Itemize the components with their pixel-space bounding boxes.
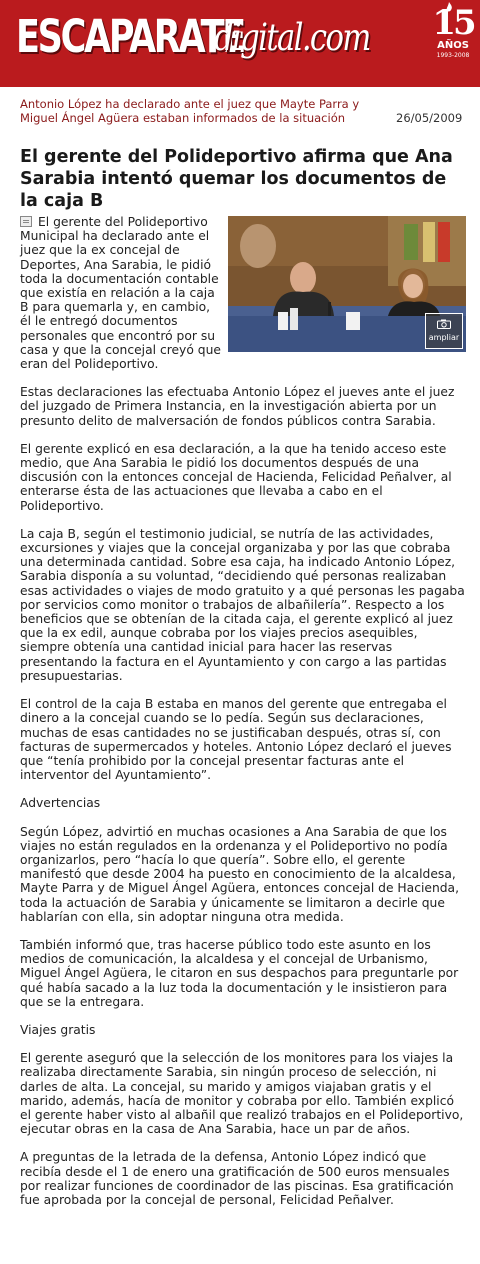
print-icon[interactable] xyxy=(20,216,32,227)
paragraph: El control de la caja B estaba en manos del gerente que entregaba el dinero a la concejal cuando se lo pedía. Según sus declaraciones, muchas de esas cantidades no se justificaban después, otras sí, con facturas de supermercados y hoteles. Antonio López declaró el jueves que “tenía prohibido por la concejal presentar facturas ante el interventor del Ayuntamiento”. xyxy=(20,697,452,783)
article-date: 26/05/2009 xyxy=(396,111,463,125)
article-headline: El gerente del Polideportivo afirma que Ana Sarabia intentó quemar los documentos de la caja B xyxy=(20,147,453,211)
article-lead: Antonio López ha declarado ante el juez que Mayte Parra y Miguel Ángel Agüera estaban informados de la situación xyxy=(20,97,360,125)
paragraph: Estas declaraciones las efectuaba Antonio López el jueves ante el juez del juzgado de Primera Instancia, en la investigación abierta por un presunto delito de malversación de fondos públicos contra Sarabia. xyxy=(20,385,455,428)
camera-icon xyxy=(437,319,451,329)
anniversary-number: 15 xyxy=(432,3,474,43)
subheading: Viajes gratis xyxy=(20,1022,96,1037)
zoom-label: ampliar xyxy=(428,333,460,342)
paragraph: A preguntas de la letrada de la defensa, Antonio López indicó que recibía desde el 1 de enero una gratificación de 500 euros mensuales por realizar funciones de coordinador de las piscinas. Esa gratificación fue aprobada por la concejal de personal, Felicidad Peñalver. xyxy=(20,1150,454,1207)
paragraph: El gerente aseguró que la selección de los monitores para los viajes la realizaba directamente Sarabia, sin ningún proceso de selección, ni darles de alta. La concejal, su marido y amigos viajaban gratis y el marido, además, hacía de monitor y cobraba por ello. También explicó el gerente haber visto al albañil que realizó trabajos en el Polideportivo, ejecutar obras en la casa de Ana Sarabia, hace un par de años. xyxy=(20,1051,464,1137)
paragraph: El gerente explicó en esa declaración, a la que ha tenido acceso este medio, que Ana Sarabia le pidió los documentos después de una discusión con la entonces concejal de Hacienda, Felicidad Peñalver, al enterarse ésta de las actuaciones que llevaba a cabo en el Polideportivo. xyxy=(20,441,452,513)
logo-italic-text[interactable]: digital.com xyxy=(214,16,370,59)
paragraph: La caja B, según el testimonio judicial, se nutría de las actividades, excursiones y viajes que la concejal organizaba y por las que cobraba una determinada cantidad. Sobre esa caja, ha indicado Antonio López, Sarabia disponía a su voluntad, “decidiendo qué personas realizaban esas actividades o viajes de modo gratuito y a qué personas les pagaba por servicios como monitor o trabajos de albañilería”. Respecto a los beneficios que se obtenían de la citada caja, el gerente explicó al juez que la ex edil, aunque cobraba por los viajes precios asequibles, siempre obtenía una cantidad inicial para hacer las reservas presentando la factura en el Ayuntamiento y con cargo a las partidas presupuestarias. xyxy=(20,526,465,683)
masthead xyxy=(0,0,480,87)
subheading: Advertencias xyxy=(20,796,101,811)
paragraph: También informó que, tras hacerse público todo este asunto en los medios de comunicación, la alcaldesa y el concejal de Urbanismo, Miguel Ángel Agüera, le citaron en sus despachos para preguntarle por qué había sacado a la luz toda la documentación y le insistieron para que se la entregara. xyxy=(20,937,459,1009)
article-body xyxy=(20,215,466,1221)
anniversary-word: AÑOS xyxy=(437,40,469,51)
logo-bold-text: ESCAPARATE xyxy=(16,10,244,63)
article-photo[interactable] xyxy=(228,216,466,352)
paragraph: Según López, advirtió en muchas ocasiones a Ana Sarabia de que los viajes no están regulados en la ordenanza y el Polideportivo no podía organizarlos, pero “hacía lo que quería”. Sobre ello, el gerente manifestó que desde 2004 ha puesto en conocimiento de la alcaldesa, Mayte Parra y de Miguel Ángel Agüera, entonces concejal de Hacienda, toda la actuación de Sarabia y únicamente se limitaron a decirle que hablarían con ella, sin adoptar ninguna otra medida. xyxy=(20,824,459,924)
anniversary-badge xyxy=(430,3,476,60)
paragraph-text: El gerente del Polideportivo Municipal ha declarado ante el juez que la ex concejal de Deportes, Ana Sarabia, le pidió toda la documentación contable que existía en relación a la caja B para quemarla y, en cambio, él le entregó documentos personales que encontró por su casa y que la concejal creyó que eran del Polideportivo. xyxy=(20,215,221,372)
anniversary-years: 1993-2008 xyxy=(436,52,470,59)
zoom-button[interactable] xyxy=(425,313,463,349)
